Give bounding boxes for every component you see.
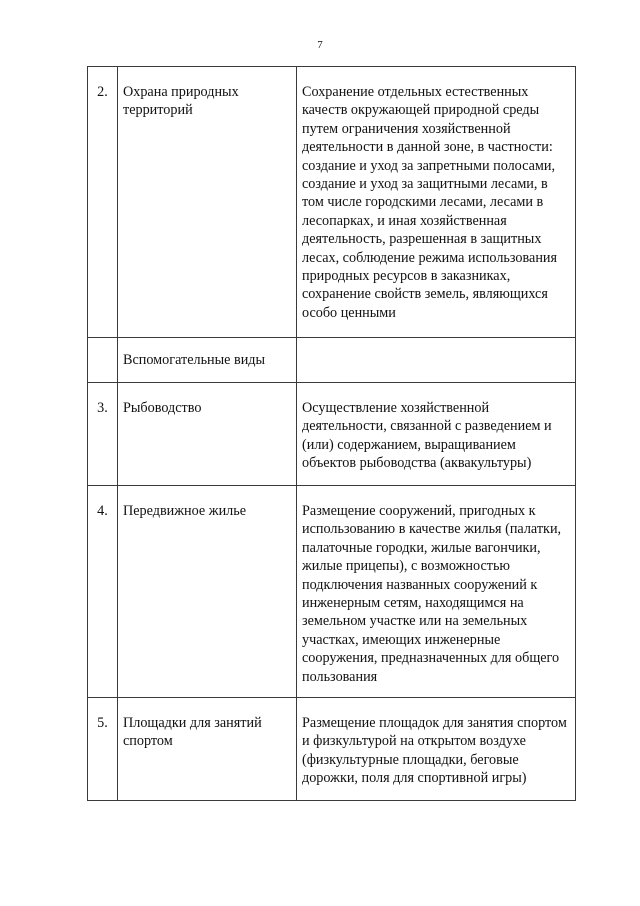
row-number: 4.: [88, 486, 118, 698]
use-type-description: Сохранение отдельных естественных качеств окружающей природной среды путем ограничения хозяйственной деятельности в данной зоне, в частности: создание и уход за запретными полосами, создание и уход за защитными лесами, в том числе городскими лесами, лесами в лесопарках, и иная хозяйственная деятельность, разрешенная в защитных лесах, соблюдение режима использования природных ресурсов в заказниках, сохранение свойств земель, являющихся особо ценными: [297, 67, 576, 338]
table-row-section-header: [88, 338, 576, 383]
use-type-name: Площадки для занятий спортом: [118, 698, 297, 801]
land-use-table: [87, 66, 576, 801]
section-header-label: Вспомогательные виды: [118, 338, 297, 383]
use-type-description: Осуществление хозяйственной деятельности, связанной с разведением и (или) содержанием, выращиванием объектов рыбоводства (аквакультуры): [297, 383, 576, 486]
table-row: [88, 486, 576, 698]
table-row: [88, 67, 576, 338]
row-number: 2.: [88, 67, 118, 338]
table-row: [88, 698, 576, 801]
use-type-name: Передвижное жилье: [118, 486, 297, 698]
use-type-name: Рыбоводство: [118, 383, 297, 486]
row-number: 3.: [88, 383, 118, 486]
row-number: 5.: [88, 698, 118, 801]
use-type-description: Размещение сооружений, пригодных к использованию в качестве жилья (палатки, палаточные городки, жилые вагончики, жилые прицепы), с возможностью подключения названных сооружений к инженерным сетям, находящимся на земельном участке или на земельных участках, имеющих инженерные сооружения, предназначенных для общего пользования: [297, 486, 576, 698]
use-type-description: Размещение площадок для занятия спортом и физкультурой на открытом воздухе (физкультурные площадки, беговые дорожки, поля для спортивной игры): [297, 698, 576, 801]
page-number: 7: [317, 39, 323, 51]
use-type-description: [297, 338, 576, 383]
row-number: [88, 338, 118, 383]
use-type-name: Охрана природных территорий: [118, 67, 297, 338]
table-row: [88, 383, 576, 486]
